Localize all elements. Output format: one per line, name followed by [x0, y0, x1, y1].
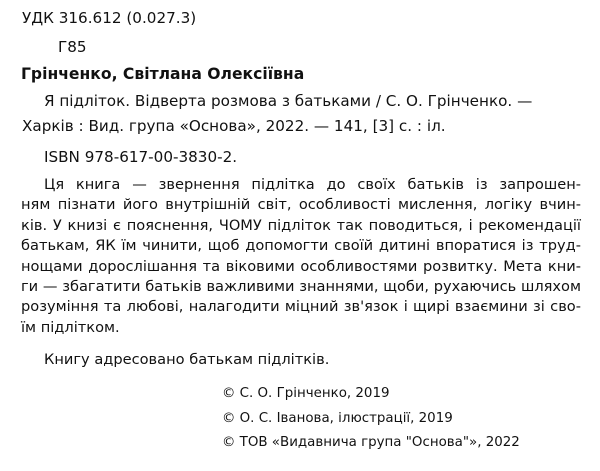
abstract-line: ків. У книзі є пояснення, ЧОМУ підліток так поводиться, і рекомендації — [21, 216, 581, 234]
copyright-line: © ТОВ «Видавнича група "Основа"», 2022 — [222, 435, 520, 450]
abstract-line: розуміння та любові, налагодити міцний зв'язок і щирі взаємини зі сво- — [21, 298, 581, 316]
abstract-line: батькам, ЯК їм чинити, щоб допомогти своїй дитині впоратися із труд- — [21, 237, 581, 255]
abstract-line: нощами дорослішання та віковими особливостями розвитку. Мета кни- — [21, 257, 581, 275]
abstract-line: ням пізнати його внутрішній світ, особливості мислення, логіку вчин- — [21, 196, 581, 214]
udk-code: УДК 316.612 (0.027.3) — [22, 9, 197, 27]
abstract-line: Ця книга — звернення підлітка до своїх батьків із запрошен- — [44, 176, 581, 193]
abstract-line: їм підлітком. — [21, 318, 120, 336]
title-statement: Я підліток. Відверта розмова з батьками / С. О. Грінченко. — — [44, 92, 533, 110]
copyright-line: © С. О. Грінченко, 2019 — [222, 386, 390, 401]
abstract-line: ги — збагатити батьків важливими знаннями, щоби, рухаючись шляхом — [21, 278, 581, 296]
isbn: ISBN 978-617-00-3830-2. — [44, 148, 238, 166]
copyright-block — [222, 382, 520, 456]
audience-note: Книгу адресовано батькам підлітків. — [44, 351, 330, 368]
publication-statement: Харків : Вид. група «Основа», 2022. — 141, [3] с. : іл. — [22, 117, 446, 135]
copyright-line: © О. С. Іванова, ілюстрації, 2019 — [222, 410, 453, 426]
author-name: Грінченко, Світлана Олексіївна — [21, 65, 305, 83]
author-sign: Г85 — [58, 38, 87, 56]
abstract — [21, 175, 581, 338]
